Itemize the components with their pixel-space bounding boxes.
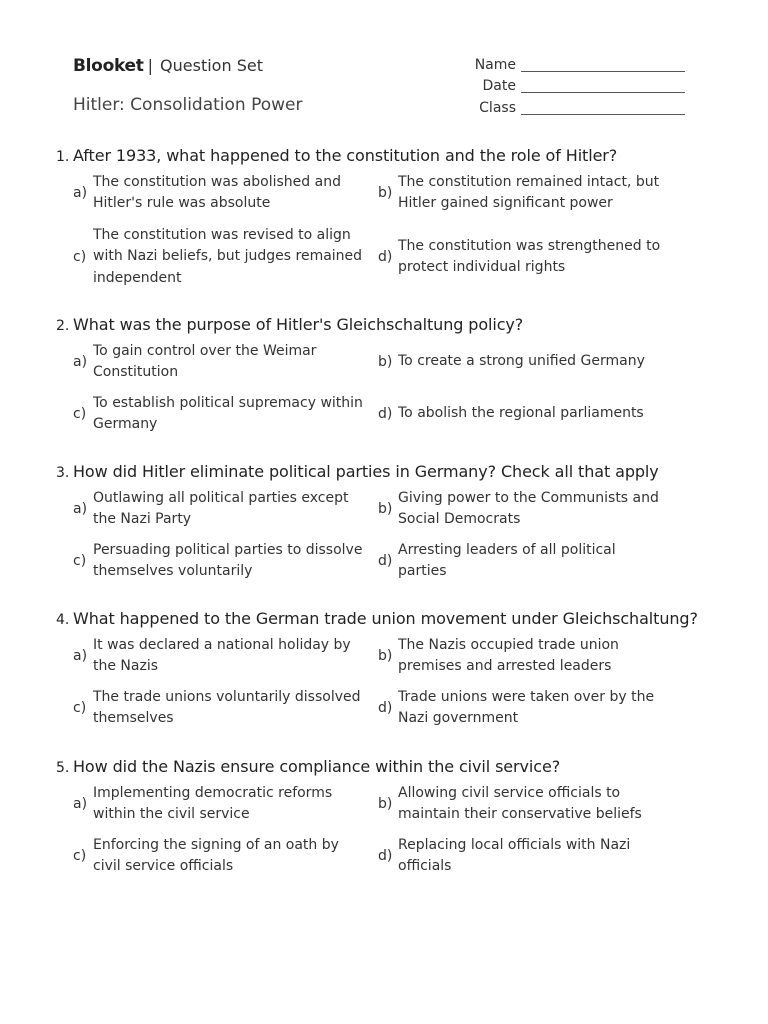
question-2 — [0, 315, 768, 445]
option-letter: b) — [378, 185, 393, 201]
class-blank-line — [521, 114, 685, 115]
option-letter: d) — [378, 553, 393, 569]
question-text: What happened to the German trade union movement under Gleichschaltung? — [73, 609, 698, 628]
option-letter: b) — [378, 796, 393, 812]
option-letter: a) — [73, 185, 88, 201]
option-letter: d) — [378, 406, 393, 422]
answer-option-d — [378, 686, 668, 730]
option-text: Replacing local officials with Nazi officials — [398, 836, 631, 874]
option-letter: b) — [378, 354, 393, 370]
option-letter: c) — [73, 249, 87, 265]
question-number: 2. — [56, 318, 70, 334]
option-letter: a) — [73, 648, 88, 664]
option-text: Giving power to the Communists and Social Democrats — [398, 489, 659, 527]
name-field — [440, 57, 685, 77]
answer-option-c — [73, 392, 363, 436]
option-letter: a) — [73, 501, 88, 517]
option-text: Persuading political parties to dissolve themselves voluntarily — [93, 541, 363, 579]
answer-option-b — [378, 340, 668, 384]
option-text: It was declared a national holiday by the Nazis — [93, 636, 351, 674]
answer-option-d — [378, 392, 668, 436]
option-text: To create a strong unified Germany — [398, 353, 645, 370]
question-number: 1. — [56, 149, 70, 165]
date-field — [440, 78, 685, 98]
name-blank-line — [521, 71, 685, 72]
question-text: How did Hitler eliminate political parties in Germany? Check all that apply — [73, 462, 659, 481]
option-letter: d) — [378, 249, 393, 265]
answer-option-a — [73, 171, 363, 215]
option-text: The constitution was strengthened to protect individual rights — [398, 237, 661, 275]
option-letter: d) — [378, 848, 393, 864]
answer-option-d — [378, 224, 668, 290]
brand-logo: Blooket — [73, 56, 144, 76]
option-letter: c) — [73, 848, 87, 864]
option-text: Enforcing the signing of an oath by civil service officials — [93, 836, 339, 874]
answer-option-b — [378, 487, 668, 531]
answer-option-b — [378, 171, 668, 215]
question-text: How did the Nazis ensure compliance within the civil service? — [73, 757, 561, 776]
option-text: Trade unions were taken over by the Nazi government — [398, 688, 655, 726]
date-blank-line — [521, 92, 685, 93]
question-number: 5. — [56, 760, 70, 776]
answer-option-c — [73, 224, 363, 290]
brand-separator: | — [147, 56, 153, 75]
question-heading — [56, 146, 617, 165]
answer-option-a — [73, 634, 363, 678]
class-field — [440, 100, 685, 120]
option-text: To establish political supremacy within Germany — [93, 394, 363, 432]
option-text: To gain control over the Weimar Constitution — [93, 342, 317, 380]
answer-option-c — [73, 686, 363, 730]
answer-option-a — [73, 782, 363, 826]
question-number: 3. — [56, 465, 70, 481]
option-letter: a) — [73, 354, 88, 370]
worksheet-header — [0, 0, 768, 130]
brand-subtitle: Question Set — [160, 56, 263, 75]
answer-option-b — [378, 634, 668, 678]
question-5 — [0, 757, 768, 887]
option-text: The Nazis occupied trade union premises and arrested leaders — [398, 636, 619, 674]
question-heading — [56, 315, 523, 334]
option-text: Implementing democratic reforms within the civil service — [93, 784, 333, 822]
answer-option-a — [73, 340, 363, 384]
question-text: After 1933, what happened to the constitution and the role of Hitler? — [73, 146, 618, 165]
page-title: Hitler: Consolidation Power — [73, 95, 303, 115]
answer-option-c — [73, 834, 363, 878]
question-3 — [0, 462, 768, 592]
option-text: The constitution was revised to align with Nazi beliefs, but judges remained independent — [93, 226, 363, 286]
option-text: Allowing civil service officials to maintain their conservative beliefs — [398, 784, 642, 822]
answer-option-b — [378, 782, 668, 826]
option-text: The constitution was abolished and Hitler's rule was absolute — [93, 173, 341, 211]
answer-option-d — [378, 834, 668, 878]
option-letter: c) — [73, 700, 87, 716]
answer-option-d — [378, 539, 668, 583]
answer-option-c — [73, 539, 363, 583]
option-text: To abolish the regional parliaments — [398, 405, 644, 422]
option-letter: c) — [73, 406, 87, 422]
question-4 — [0, 609, 768, 739]
answer-option-a — [73, 487, 363, 531]
option-letter: b) — [378, 501, 393, 517]
question-text: What was the purpose of Hitler's Gleichschaltung policy? — [73, 315, 524, 334]
option-letter: b) — [378, 648, 393, 664]
option-letter: a) — [73, 796, 88, 812]
question-heading — [56, 462, 659, 481]
question-heading — [56, 757, 560, 776]
option-letter: c) — [73, 553, 87, 569]
option-text: The trade unions voluntarily dissolved themselves — [93, 688, 361, 726]
brand-line — [73, 56, 263, 76]
option-letter: d) — [378, 700, 393, 716]
option-text: Outlawing all political parties except the Nazi Party — [93, 489, 349, 527]
question-number: 4. — [56, 612, 70, 628]
date-label: Date — [482, 78, 516, 94]
class-label: Class — [479, 100, 516, 116]
name-label: Name — [474, 57, 516, 73]
option-text: The constitution remained intact, but Hitler gained significant power — [398, 173, 660, 211]
question-heading — [56, 609, 698, 628]
option-text: Arresting leaders of all political parties — [398, 541, 616, 579]
question-1 — [0, 146, 768, 296]
